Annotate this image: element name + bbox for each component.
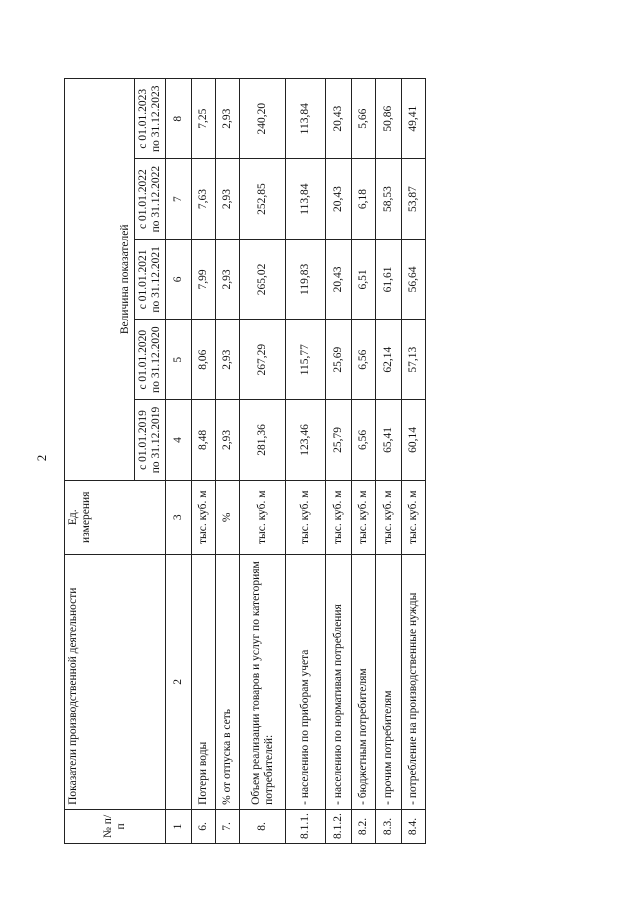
row-value: 2,93 xyxy=(216,79,240,159)
row-value: 2,93 xyxy=(216,239,240,319)
header-period: с 01.01.2023 по 31.12.2023 xyxy=(135,79,166,159)
row-num: 6. xyxy=(192,809,216,843)
table-row xyxy=(326,79,352,844)
row-num: 8.1.1. xyxy=(286,809,326,843)
row-value: 7,25 xyxy=(192,79,216,159)
row-name: % от отпуска в сеть xyxy=(216,554,240,809)
row-unit: тыс. куб. м xyxy=(402,480,426,554)
row-value: 56,64 xyxy=(402,239,426,319)
table-row xyxy=(240,79,286,844)
row-name: - населению по нормативам потребления xyxy=(326,554,352,809)
row-value: 57,13 xyxy=(402,320,426,400)
row-value: 50,86 xyxy=(376,79,402,159)
header-period: с 01.01.2021 по 31.12.2021 xyxy=(135,239,166,319)
table-row xyxy=(192,79,216,844)
row-value: 25,69 xyxy=(326,320,352,400)
row-unit: тыс. куб. м xyxy=(240,480,286,554)
row-name: - потребление на производственные нужды xyxy=(402,554,426,809)
row-unit: тыс. куб. м xyxy=(326,480,352,554)
row-unit: тыс. куб. м xyxy=(192,480,216,554)
page-number: 2 xyxy=(34,454,49,462)
row-value: 6,56 xyxy=(352,320,376,400)
row-value: 267,29 xyxy=(240,320,286,400)
header-period: с 01.01.2019 по 31.12.2019 xyxy=(135,400,166,480)
row-value: 7,63 xyxy=(192,159,216,239)
row-name: Объем реализации товаров и услуг по категориям потребителей: xyxy=(240,554,286,809)
row-name: - бюджетным потребителям xyxy=(352,554,376,809)
row-value: 265,02 xyxy=(240,239,286,319)
row-num: 7. xyxy=(216,809,240,843)
row-num: 8.3. xyxy=(376,809,402,843)
row-num: 8.4. xyxy=(402,809,426,843)
row-value: 6,56 xyxy=(352,400,376,480)
column-number: 8 xyxy=(166,79,192,159)
header-num: № п/п xyxy=(65,809,166,843)
row-num: 8.1.2. xyxy=(326,809,352,843)
header-period: с 01.01.2020 по 31.12.2020 xyxy=(135,320,166,400)
header-period: с 01.01.2022 по 31.12.2022 xyxy=(135,159,166,239)
row-num: 8.2. xyxy=(352,809,376,843)
row-value: 58,53 xyxy=(376,159,402,239)
row-value: 8,48 xyxy=(192,400,216,480)
row-value: 65,41 xyxy=(376,400,402,480)
indicators-table xyxy=(64,78,426,844)
row-value: 2,93 xyxy=(216,400,240,480)
column-number: 6 xyxy=(166,239,192,319)
row-unit: тыс. куб. м xyxy=(286,480,326,554)
row-name: Потери воды xyxy=(192,554,216,809)
row-name: - населению по приборам учета xyxy=(286,554,326,809)
row-value: 20,43 xyxy=(326,239,352,319)
row-value: 6,51 xyxy=(352,239,376,319)
row-value: 49,41 xyxy=(402,79,426,159)
row-num: 8. xyxy=(240,809,286,843)
column-number: 5 xyxy=(166,320,192,400)
row-unit: тыс. куб. м xyxy=(376,480,402,554)
header-unit: Ед. измерения xyxy=(65,480,166,554)
row-unit: тыс. куб. м xyxy=(352,480,376,554)
row-value: 123,46 xyxy=(286,400,326,480)
column-number: 7 xyxy=(166,159,192,239)
table-row xyxy=(376,79,402,844)
row-value: 6,18 xyxy=(352,159,376,239)
column-number: 3 xyxy=(166,480,192,554)
row-value: 7,99 xyxy=(192,239,216,319)
row-value: 53,87 xyxy=(402,159,426,239)
row-value: 8,06 xyxy=(192,320,216,400)
header-indicator-name: Показатели производственной деятельности xyxy=(65,554,166,809)
header-values-group: Величина показателей xyxy=(65,79,135,481)
row-value: 113,84 xyxy=(286,159,326,239)
row-value: 20,43 xyxy=(326,79,352,159)
row-value: 115,77 xyxy=(286,320,326,400)
table-row xyxy=(352,79,376,844)
column-numbers-row xyxy=(166,79,192,844)
row-value: 60,14 xyxy=(402,400,426,480)
row-value: 119,83 xyxy=(286,239,326,319)
table-row xyxy=(402,79,426,844)
row-value: 5,66 xyxy=(352,79,376,159)
row-value: 2,93 xyxy=(216,159,240,239)
row-value: 2,93 xyxy=(216,320,240,400)
row-value: 252,85 xyxy=(240,159,286,239)
row-value: 62,14 xyxy=(376,320,402,400)
column-number: 1 xyxy=(166,809,192,843)
row-value: 281,36 xyxy=(240,400,286,480)
table-row xyxy=(216,79,240,844)
row-name: - прочим потребителям xyxy=(376,554,402,809)
row-value: 113,84 xyxy=(286,79,326,159)
row-value: 20,43 xyxy=(326,159,352,239)
table-row xyxy=(286,79,326,844)
row-value: 61,61 xyxy=(376,239,402,319)
indicators-table-wrapper xyxy=(64,78,420,844)
row-unit: % xyxy=(216,480,240,554)
column-number: 4 xyxy=(166,400,192,480)
row-value: 25,79 xyxy=(326,400,352,480)
column-number: 2 xyxy=(166,554,192,809)
row-value: 240,20 xyxy=(240,79,286,159)
